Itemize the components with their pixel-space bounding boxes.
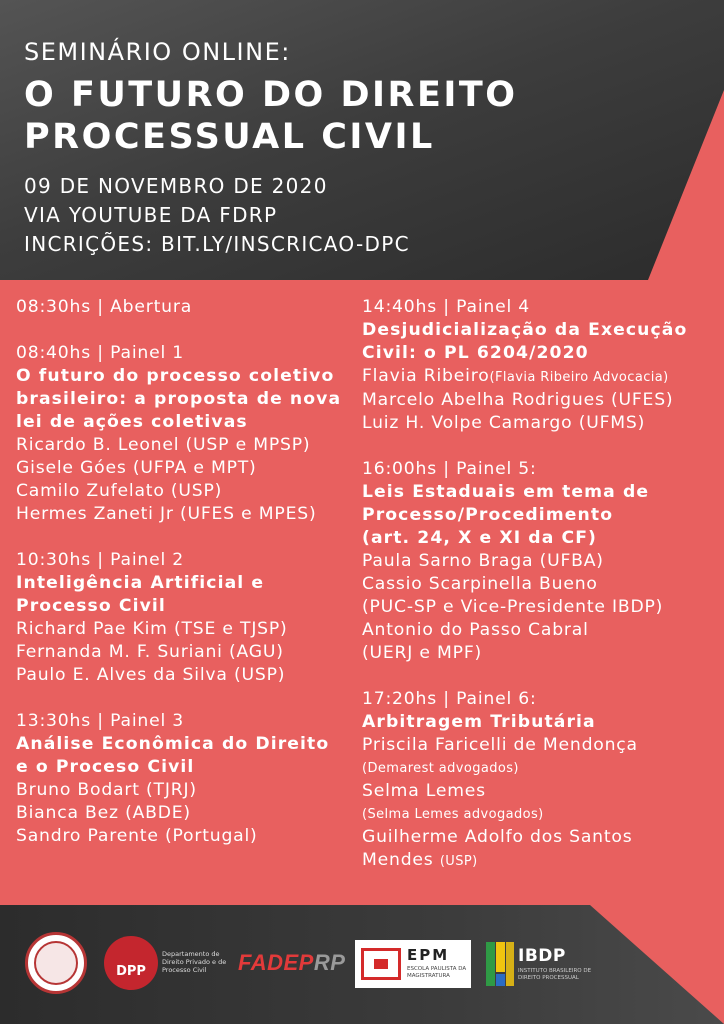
time-slot: 08:40hs | Painel 1 (16, 343, 185, 363)
panel-title: Análise Econômica do Direito (16, 734, 330, 754)
time-slot: 14:40hs | Painel 4 (362, 297, 531, 317)
ibdp-logo (482, 940, 602, 988)
speaker: Paulo E. Alves da Silva (USP) (16, 665, 286, 685)
speaker-affiliation: (Flavia Ribeiro Advocacia) (489, 370, 669, 385)
fadeprp-logo (238, 950, 345, 976)
university-seal-logo (25, 932, 87, 994)
panel-title: O futuro do processo coletivo (16, 366, 335, 386)
epm-name: EPM (407, 946, 450, 964)
epm-subtitle: ESCOLA PAULISTA DA MAGISTRATURA (407, 966, 467, 979)
panel-4 (362, 296, 722, 435)
speaker: Hermes Zaneti Jr (UFES e MPES) (16, 504, 317, 524)
panel-5 (362, 458, 722, 665)
time-slot: 16:00hs | Painel 5: (362, 459, 537, 479)
event-kicker: SEMINÁRIO ONLINE: (24, 38, 291, 66)
program-left-column (16, 296, 361, 871)
event-date: 09 DE NOVEMBRO DE 2020 (24, 174, 328, 198)
panel-title: Arbitragem Tributária (362, 712, 596, 732)
event-info (24, 172, 518, 259)
speaker: Paula Sarno Braga (UFBA) (362, 551, 604, 571)
speaker: Fernanda M. F. Suriani (AGU) (16, 642, 284, 662)
speaker (362, 365, 722, 389)
panel-title: Civil: o PL 6204/2020 (362, 343, 589, 363)
panel-title: brasileiro: a proposta de nova (16, 389, 342, 409)
speaker-name: Flavia Ribeiro (362, 366, 490, 386)
dpp-mark: DPP (104, 936, 158, 990)
panel-title: Inteligência Artificial e (16, 573, 265, 593)
ibdp-subtitle: INSTITUTO BRASILEIRO DE DIREITO PROCESSUAL (518, 968, 592, 981)
fadep-wordmark: FADEP (238, 950, 314, 975)
opening-block (16, 296, 361, 319)
panel-title: Leis Estaduais em tema de (362, 482, 650, 502)
speaker: Bruno Bodart (TJRJ) (16, 780, 197, 800)
speaker: Antonio do Passo Cabral (362, 620, 589, 640)
rp-wordmark: RP (313, 950, 346, 975)
epm-logo (355, 940, 471, 988)
panel-3 (16, 710, 361, 848)
event-title (24, 74, 518, 158)
speaker: (PUC-SP e Vice-Presidente IBDP) (362, 597, 664, 617)
ibdp-name: IBDP (518, 946, 566, 966)
event-title-line: O FUTURO DO DIREITO (24, 75, 518, 115)
header (24, 36, 518, 259)
event-title-line: PROCESSUAL CIVIL (24, 117, 435, 157)
speaker: Marcelo Abelha Rodrigues (UFES) (362, 390, 674, 410)
panel-1 (16, 342, 361, 526)
speaker: Ricardo B. Leonel (USP e MPSP) (16, 435, 311, 455)
speaker-affiliation: (USP) (439, 854, 478, 869)
speaker-name: Guilherme Adolfo dos Santos (362, 827, 633, 847)
dpp-text: Departamento de Direito Privado e de Processo Civil (162, 950, 227, 974)
speaker: Camilo Zufelato (USP) (16, 481, 223, 501)
speaker: Gisele Góes (UFPA e MPT) (16, 458, 257, 478)
panel-title: Processo/Procedimento (362, 505, 614, 525)
speaker: Sandro Parente (Portugal) (16, 826, 258, 846)
speaker-affiliation: (Demarest advogados) (362, 761, 519, 776)
panel-2 (16, 549, 361, 687)
panel-title: e o Proceso Civil (16, 757, 195, 777)
sponsor-logos (0, 930, 724, 1000)
speaker-name: Selma Lemes (362, 781, 486, 801)
event-venue: VIA YOUTUBE DA FDRP (24, 203, 278, 227)
speaker: Bianca Bez (ABDE) (16, 803, 191, 823)
panel-title: (art. 24, X e XI da CF) (362, 528, 597, 548)
panel-title: lei de ações coletivas (16, 412, 248, 432)
speaker: Cassio Scarpinella Bueno (362, 574, 598, 594)
panel-title: Desjudicialização da Execução (362, 320, 688, 340)
panel-6 (362, 688, 722, 873)
speaker (362, 849, 722, 873)
epm-icon (361, 948, 401, 980)
speaker: Richard Pae Kim (TSE e TJSP) (16, 619, 288, 639)
time-slot: 17:20hs | Painel 6: (362, 689, 537, 709)
program-right-column (362, 296, 722, 896)
speaker-name: Mendes (362, 850, 434, 870)
speaker-affiliation: (Selma Lemes advogados) (362, 807, 544, 822)
event-registration: INCRIÇÕES: BIT.LY/INSCRICAO-DPC (24, 232, 410, 256)
panel-title: Processo Civil (16, 596, 166, 616)
speaker: (UERJ e MPF) (362, 643, 483, 663)
dpp-logo (104, 936, 244, 994)
speaker: Luiz H. Volpe Camargo (UFMS) (362, 413, 646, 433)
time-slot: 08:30hs | Abertura (16, 297, 193, 317)
speaker-name: Priscila Faricelli de Mendonça (362, 735, 638, 755)
seal-icon (34, 941, 78, 985)
ibdp-icon (486, 942, 514, 986)
time-slot: 10:30hs | Painel 2 (16, 550, 185, 570)
time-slot: 13:30hs | Painel 3 (16, 711, 185, 731)
